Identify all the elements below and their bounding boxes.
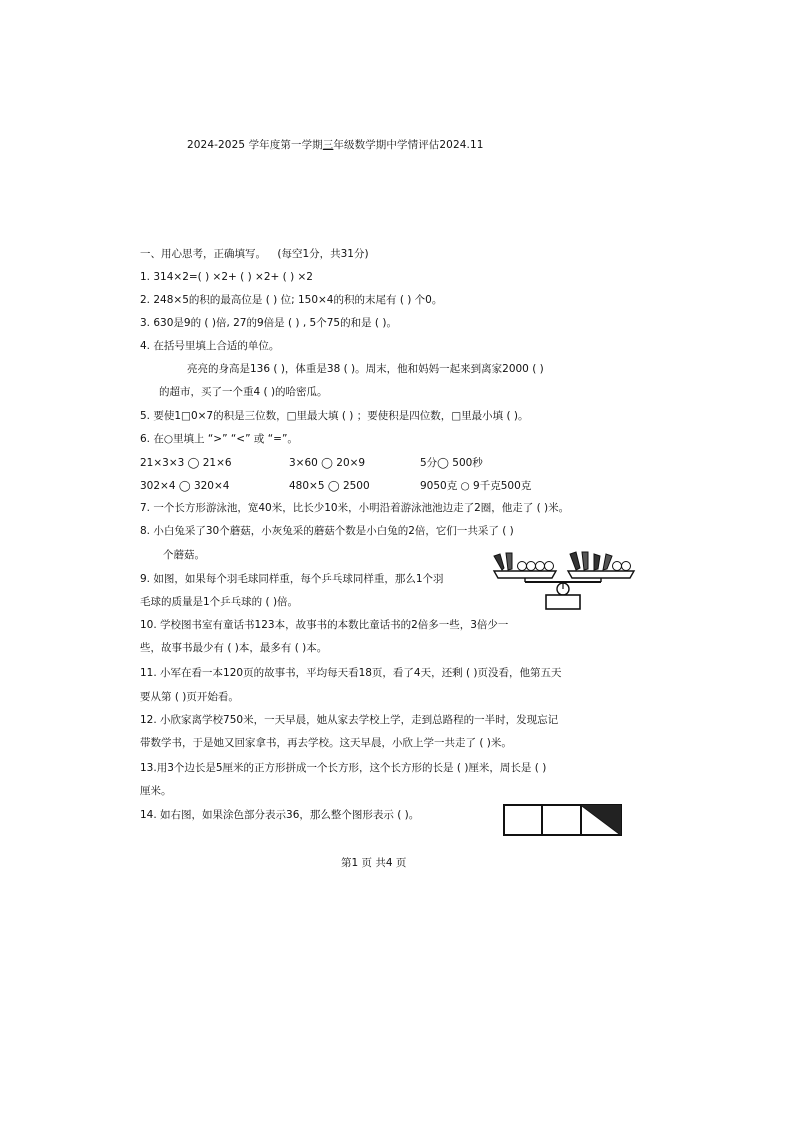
question-11-line-2: 要从第 ( )页开始看。 [140,691,239,703]
question-11: 11. 小军在看一本120页的故事书，平均每天看18页，看了4天，还剩 ( )页没看，他第五天 [140,667,562,679]
balance-scale-icon [490,548,638,615]
question-12: 12. 小欣家离学校750米，一天早晨，她从家去学校上学，走到总路程的一半时，发现忘记 [140,714,559,726]
page-number: 第1 页 共4 页 [341,857,407,869]
question-10: 10. 学校图书室有童话书123本，故事书的本数比童话书的2倍多一些，3倍少一 [140,619,509,631]
question-4: 4. 在括号里填上合适的单位。 [140,340,280,352]
title-suffix: 年级数学期中学情评估2024.11 [333,139,484,151]
question-2: 2. 248×5的积的最高位是 ( ) 位; 150×4的积的末尾有 ( ) 个0。 [140,294,443,306]
q6-row2-item1: 302×4 ◯ 320×4 [140,480,230,492]
question-13: 13.用3个边长是5厘米的正方形拼成一个长方形，这个长方形的长是 ( )厘米，周长是 ( ) [140,762,547,774]
q6-row2-item2: 480×5 ◯ 2500 [289,480,370,492]
question-6: 6. 在○里填上 “>” “<” 或 “=”。 [140,433,298,445]
question-13-line-2: 厘米。 [140,785,172,797]
title-prefix: 2024-2025 学年度第一学期 [187,139,323,151]
question-4-line-2: 的超市，买了一个重4 ( )的哈密瓜。 [159,386,328,398]
question-3: 3. 630是9的 ( )倍, 27的9倍是 ( ) , 5个75的和是 ( )。 [140,317,397,329]
question-7: 7. 一个长方形游泳池，宽40米，比长少10米，小明沿着游泳池池边走了2圈，他走了 ( )米。 [140,502,570,514]
q6-row1-item3: 5分◯ 500秒 [420,457,483,469]
question-8: 8. 小白兔采了30个蘑菇，小灰兔采的蘑菇个数是小白兔的2倍，它们一共采了 ( ) [140,525,514,537]
title-grade: 三 [322,139,334,151]
question-10-line-2: 些，故事书最少有 ( )本，最多有 ( )本。 [140,642,328,654]
section-title: 一、用心思考，正确填写。 [140,248,266,260]
q6-row2-item3: 9050克 ○ 9千克500克 [420,480,532,492]
question-1: 1. 314×2=( ) ×2+ ( ) ×2+ ( ) ×2 [140,271,313,283]
section-heading [140,247,369,261]
question-9: 9. 如图，如果每个羽毛球同样重，每个乒乓球同样重，那么1个羽 [140,573,444,585]
three-squares-figure-icon [503,804,622,839]
section-score-note: (每空1分，共31分) [277,248,369,260]
question-5: 5. 要使1□0×7的积是三位数，□里最大填 ( ) ；要使积是四位数，□里最小填 ( )。 [140,410,529,422]
page-title [187,138,484,152]
q6-row1-item1: 21×3×3 ◯ 21×6 [140,457,232,469]
question-8-line-2: 个蘑菇。 [163,549,205,561]
question-14: 14. 如右图，如果涂色部分表示36，那么整个图形表示 ( )。 [140,809,420,821]
question-4-line-1: 亮亮的身高是136 ( )，体重是38 ( )。周末，他和妈妈一起来到离家2000 ( ) [187,363,544,375]
question-9-line-2: 毛球的质量是1个乒乓球的 ( )倍。 [140,596,299,608]
question-12-line-2: 带数学书，于是她又回家拿书，再去学校。这天早晨，小欣上学一共走了 ( )米。 [140,737,512,749]
q6-row1-item2: 3×60 ◯ 20×9 [289,457,366,469]
